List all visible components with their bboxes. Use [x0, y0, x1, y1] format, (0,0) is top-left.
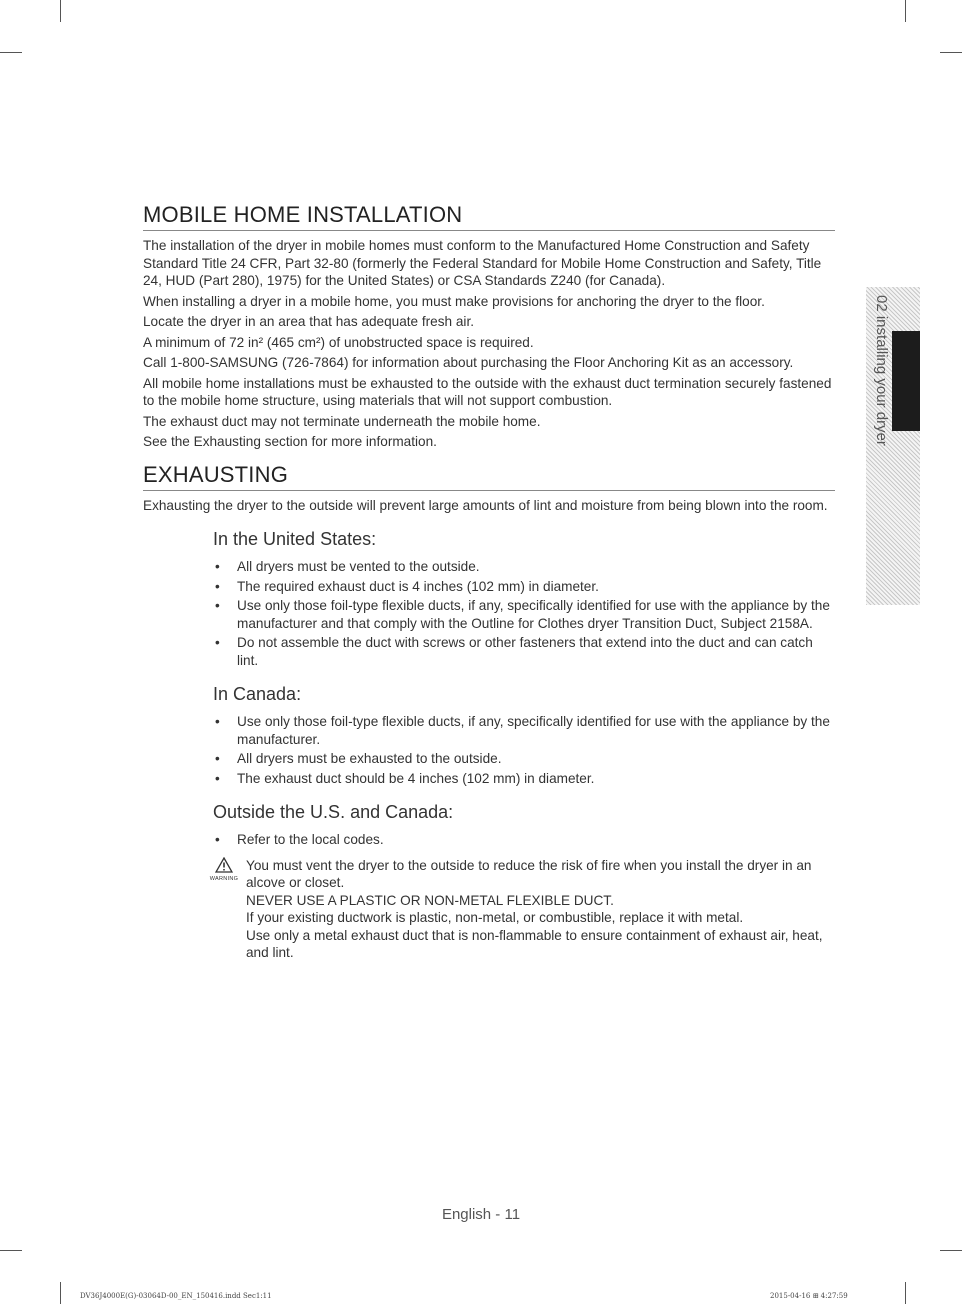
mobile-home-section: [143, 202, 835, 451]
warning-block: [209, 857, 835, 962]
mobile-home-paragraph: The installation of the dryer in mobile homes must conform to the Manufactured Home Construction and Safety Standard Title 24 CFR, Part 32-80 (formerly the Federal Standard for Mobile Home Construction and Safety, Title 24, HUD (Part 280), 1975) for the United States) or CSA Standards Z240 (for Canada).: [143, 238, 822, 288]
warning-label: WARNING: [209, 875, 239, 882]
crop-mark: [905, 0, 906, 22]
bullet: •: [215, 751, 220, 766]
page-number: English - 11: [441, 1206, 521, 1223]
bullet: •: [215, 770, 220, 786]
crop-mark: [60, 1282, 61, 1304]
footer-file-info: DV36J4000E(G)-03064D-00_EN_150416.indd Sec1:11: [80, 1292, 272, 1300]
mobile-home-paragraph: Call 1-800-SAMSUNG (726-7864) for information about purchasing the Floor Anchoring Kit as an accessory.: [143, 355, 794, 370]
crop-mark: [0, 52, 22, 53]
us-heading: In the United States:: [213, 529, 377, 549]
mobile-home-paragraph: The exhaust duct may not terminate underneath the mobile home.: [143, 413, 541, 429]
warning-line: You must vent the dryer to the outside to reduce the risk of fire when you install the dryer in an alcove or closet.: [246, 857, 812, 890]
crop-mark: [905, 1282, 906, 1304]
warning-line: Use only a metal exhaust duct that is non-flammable to ensure containment of exhaust air, heat, and lint.: [246, 927, 823, 960]
mobile-home-paragraph: A minimum of 72 in² (465 cm²) of unobstructed space is required.: [143, 334, 534, 350]
canada-list: [213, 713, 835, 787]
exhausting-section: [143, 462, 835, 962]
canada-heading: In Canada:: [213, 684, 302, 704]
list-item: • All dryers must be exhausted to the outside.: [215, 751, 502, 766]
exhausting-intro: Exhausting the dryer to the outside will prevent large amounts of lint and moisture from being blown into the room.: [143, 497, 828, 513]
warning-line: If your existing ductwork is plastic, non-metal, or combustible, replace it with metal.: [246, 910, 744, 925]
mobile-home-paragraph: All mobile home installations must be exhausted to the outside with the exhaust duct termination securely fastened to the mobile home structure, using materials that will not support combustion.: [143, 375, 832, 408]
footer-timestamp: 2015-04-16 ⊞ 4:27:59: [770, 1292, 848, 1300]
mobile-home-heading: MOBILE HOME INSTALLATION: [143, 202, 835, 231]
warning-line: NEVER USE A PLASTIC OR NON-METAL FLEXIBLE DUCT.: [246, 892, 614, 908]
warning-icon: [207, 857, 241, 882]
crop-mark: [60, 0, 61, 22]
exhausting-heading: EXHAUSTING: [143, 462, 835, 491]
outside-list: [213, 831, 835, 849]
mobile-home-paragraph: Locate the dryer in an area that has adequate fresh air.: [143, 314, 475, 329]
us-list: [213, 558, 835, 669]
list-item: • Use only those foil-type flexible ducts, if any, specifically identified for use with the appliance by the manufacturer.: [215, 714, 830, 747]
crop-mark: [940, 52, 962, 53]
mobile-home-paragraph: See the Exhausting section for more information.: [143, 434, 437, 449]
warning-triangle-icon: [215, 857, 233, 873]
chapter-side-tab: [866, 287, 920, 605]
list-item: • The required exhaust duct is 4 inches (102 mm) in diameter.: [215, 578, 599, 594]
bullet: •: [215, 635, 220, 650]
chapter-tab-marker: [892, 331, 920, 431]
list-item: • All dryers must be vented to the outside.: [215, 559, 480, 574]
crop-mark: [0, 1250, 22, 1251]
list-item: • The exhaust duct should be 4 inches (102 mm) in diameter.: [215, 770, 595, 786]
list-item: • Refer to the local codes.: [215, 832, 384, 847]
bullet: •: [215, 578, 220, 594]
bullet: •: [215, 832, 220, 847]
list-item: • Use only those foil-type flexible ducts, if any, specifically identified for use with the appliance by the manufacturer and that comply with the Outline for Clothes dryer Transition Duct, Subject 2158A.: [215, 598, 830, 631]
bullet: •: [215, 598, 220, 613]
outside-heading: Outside the U.S. and Canada:: [213, 802, 454, 822]
bullet: •: [215, 559, 220, 574]
page-content: [143, 202, 835, 962]
list-item: • Do not assemble the duct with screws or other fasteners that extend into the duct and can catch lint.: [215, 635, 813, 668]
chapter-tab-label: 02 installing your dryer: [873, 295, 890, 446]
mobile-home-paragraph: When installing a dryer in a mobile home, you must make provisions for anchoring the dryer to the floor.: [143, 293, 765, 309]
us-subsection: [209, 528, 835, 962]
bullet: •: [215, 714, 220, 729]
crop-mark: [940, 1250, 962, 1251]
